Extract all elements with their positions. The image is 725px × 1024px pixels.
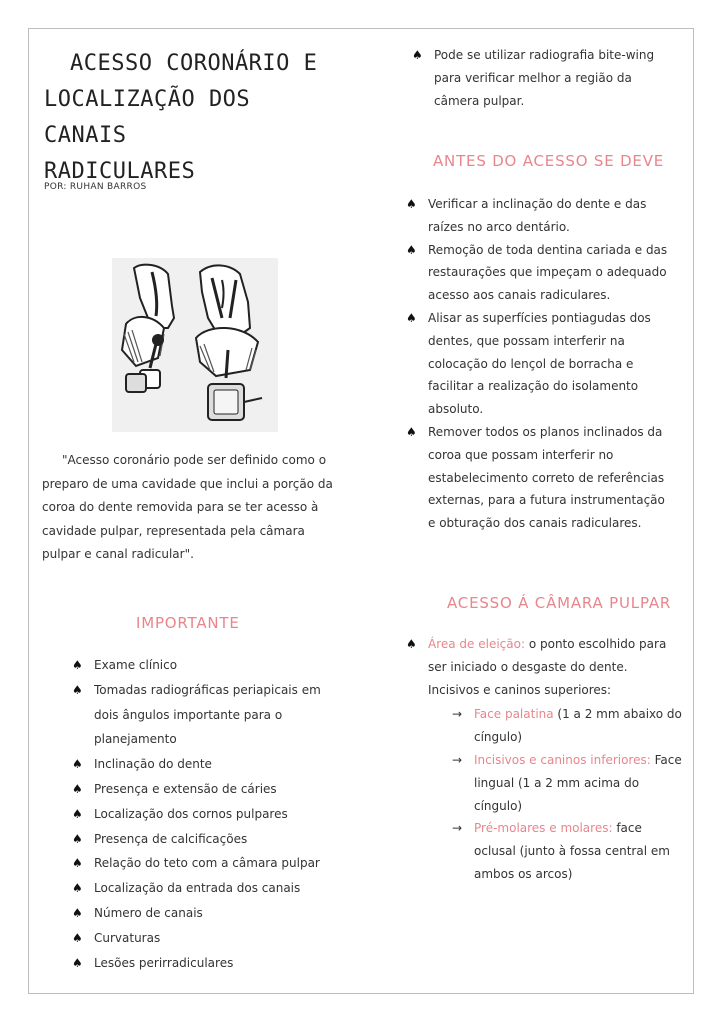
- camara-list: [406, 633, 682, 886]
- list-item: ♠ Exame clínico: [72, 653, 342, 678]
- arrow-right-icon: →: [452, 752, 463, 767]
- title-line-1: ACESSO CORONÁRIO E: [70, 51, 318, 76]
- spade-icon: ♠: [72, 757, 83, 772]
- list-item: ♠ Localização da entrada dos canais: [72, 876, 342, 901]
- spade-icon: ♠: [72, 806, 83, 821]
- spade-icon: ♠: [412, 48, 423, 62]
- spade-icon: ♠: [72, 781, 83, 796]
- list-item: ♠ Número de canais: [72, 901, 342, 926]
- camara-heading: ACESSO Á CÂMARA PULPAR: [447, 594, 672, 612]
- list-item: ♠ Localização dos cornos pulpares: [72, 802, 342, 827]
- spade-icon: ♠: [406, 197, 417, 211]
- list-item: ♠ Remover todos os planos inclinados da coroa que possam interferir no estabelecimento correto de referências externas, para a futura instrumentação e obturação dos canais radiculares.: [406, 421, 676, 535]
- camara-sublist: [452, 703, 682, 885]
- antes-heading: ANTES DO ACESSO SE DEVE: [433, 152, 665, 170]
- list-item: ♠ Verificar a inclinação do dente e das raízes no arco dentário.: [406, 193, 676, 239]
- page-title: [44, 46, 344, 190]
- sub-list-item: → Incisivos e caninos inferiores: Face lingual (1 a 2 mm acima do cíngulo): [452, 749, 682, 817]
- sub-list-item: → Face palatina (1 a 2 mm abaixo do cíngulo): [452, 703, 682, 749]
- spade-icon: ♠: [406, 242, 417, 257]
- list-item: ♠ Inclinação do dente: [72, 752, 342, 777]
- arrow-right-icon: →: [452, 707, 463, 722]
- spade-icon: ♠: [72, 658, 83, 672]
- tooth-access-illustration: [112, 258, 278, 432]
- list-item: ♠ Presença de calcificações: [72, 827, 342, 852]
- author-credit: POR: RUHAN BARROS: [44, 182, 147, 192]
- sub-list-item: → Pré-molares e molares: face oclusal (junto à fossa central em ambos os arcos): [452, 817, 682, 885]
- list-item: ♠ Relação do teto com a câmara pulpar: [72, 851, 342, 876]
- list-item: ♠ Alisar as superfícies pontiagudas dos dentes, que possam interferir na colocação do lençol de borracha e facilitar a realização do isolamento absoluto.: [406, 307, 676, 421]
- arrow-right-icon: →: [452, 821, 463, 836]
- spade-icon: ♠: [72, 905, 83, 920]
- spade-icon: ♠: [406, 310, 417, 325]
- list-item: [406, 633, 682, 886]
- spade-icon: ♠: [72, 682, 83, 697]
- area-eleicao-text: o ponto escolhido para ser iniciado o desgaste do dente. Incisivos e caninos superiores:: [428, 637, 667, 697]
- bitewing-note: [412, 44, 670, 112]
- list-item: ♠ Tomadas radiográficas periapicais em dois ângulos importante para o planejamento: [72, 678, 342, 752]
- spade-icon: ♠: [72, 856, 83, 871]
- area-eleicao-label: Área de eleição:: [428, 637, 526, 651]
- spade-icon: ♠: [406, 637, 417, 651]
- importante-heading: IMPORTANTE: [136, 614, 240, 632]
- spade-icon: ♠: [72, 881, 83, 896]
- importante-list: [72, 653, 342, 975]
- title-line-3: RADICULARES: [44, 159, 196, 184]
- title-line-2: LOCALIZAÇÃO DOS CANAIS: [44, 87, 251, 148]
- spade-icon: ♠: [72, 955, 83, 970]
- list-item: ♠ Remoção de toda dentina cariada e das restaurações que impeçam o adequado acesso aos canais radiculares.: [406, 239, 676, 307]
- list-item: ♠ Lesões perirradiculares: [72, 951, 342, 976]
- spade-icon: ♠: [72, 930, 83, 945]
- spade-icon: ♠: [72, 831, 83, 846]
- definition-quote: "Acesso coronário pode ser definido como o preparo de uma cavidade que inclui a porção da coroa do dente removida para se ter acesso à cavidade pulpar, representada pela câmara pulpar e canal radicular".: [42, 453, 333, 561]
- spade-icon: ♠: [406, 424, 417, 439]
- antes-list: [406, 193, 676, 535]
- list-item: ♠ Curvaturas: [72, 926, 342, 951]
- list-item: ♠ Presença e extensão de cáries: [72, 777, 342, 802]
- list-item: ♠ Pode se utilizar radiografia bite-wing para verificar melhor a região da câmera pulpar.: [412, 44, 670, 112]
